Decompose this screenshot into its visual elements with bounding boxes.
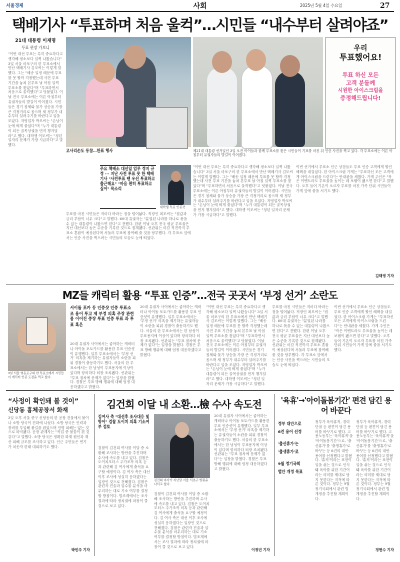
bottom-center-photo (154, 414, 210, 478)
bottom-photo-person (170, 434, 194, 478)
sign-line-5: 시원한 아이스크림을 (337, 88, 384, 94)
top-headline: 택배기사 “투표하며 처음 울컥”…시민들 “내수부터 살려야죠” (11, 17, 389, 34)
bottom-left-subhead: 신당동 흉체공장서 화재 (8, 408, 69, 414)
sidebar-line-1: 정부 대안으로 (278, 421, 302, 426)
middle-headline: MZ들 캐릭터 활용 “투표 인증”…전국 곳곳서 ‘부정 선거’ 소란도 (62, 291, 338, 302)
masthead-rule (6, 11, 394, 12)
person-1 (207, 67, 237, 147)
middle-photo (8, 303, 66, 371)
sidebar-line-6: 법안 개정 목표 (278, 469, 303, 474)
person-2-head (246, 49, 266, 71)
top-photo-main-caption: 제21대 대통령 선거일인 3일 오전 아이들과 함께 투표소를 찾은 시민들이 기표를 마친 뒤 인증 사진을 찍고 있다. 각 투표소에는 이른 아침부터 유권자들의 발길이 이어졌다. (193, 149, 393, 158)
person-3-head (280, 55, 300, 77)
bottom-center-divider-left (94, 394, 95, 556)
middle-body-col3: "이번 대선 투표는 특히 중요하다고 생각해 평소보다 일찍 나왔습니다" 3일 서울 마포구의 한 투표소에서 만난 택배기사 김모씨는 이렇게 말했다. 그는 "배송 일정 때문에 투표를 못 할까 걱정했는데 사전 투표 기간을 놓쳐 본투표 날 아침 일찍 투표소를 찾았다"며 "투표하면서 처음으로 울컥했다"고 덧붙였다. 이날 전국 투표소에는 이른 아침부터 유권자들의 발길이 이어졌다. 시민들은 경기 침체와 물가 상승을 가장 큰 걱정거리로 꼽으며 새 정부가 내수부터 살려주기를 바란다고 입을 모았다. 자영업자 박모씨는 "손님이 눈에 띄게 줄었다"며 "누가 대통령이 되든 골목상권을 먼저 챙겨달라"고 했다. 대학생 이모씨는 "청년 일자리 문제가 가장 시급하다"고 말했다. (206, 305, 268, 386)
masthead-date: 2025년 5월 4일 수요일 (300, 3, 343, 8)
person-2 (241, 65, 273, 149)
top-article-body-col2: "이번 대선 투표는 특히 중요하다고 생각해 평소보다 일찍 나왔습니다" 3일 서울 마포구의 한 투표소에서 만난 택배기사 김모씨는 이렇게 말했다. 그는 "배송 일정 때문에 투표를 못 할까 걱정했는데 사전 투표 기간을 놓쳐 본투표 날 아침 일찍 투표소를 찾았다"며 "투표하면서 처음으로 울컥했다"고 덧붙였다. 이날 전국 투표소에는 이른 아침부터 유권자들의 발길이 이어졌다. 시민들은 경기 침체와 물가 상승을 가장 큰 걱정거리로 꼽으며 새 정부가 내수부터 살려주기를 바란다고 입을 모았다. 자영업자 박모씨는 "손님이 눈에 띄게 줄었다"며 "누가 대통령이 되든 골목상권을 먼저 챙겨달라"고 했다. 대학생 이모씨는 "청년 일자리 문제가 가장 시급하다"고 말했다. (193, 165, 293, 217)
top-photo-main (193, 37, 323, 147)
middle-body-col4: 투표를 마친 시민들은 저마다 바라는 점을 털어놨다. 직장인 최모씨는 "집값과 금리 부담이 너무 크다"고 말했다. 60대 유권자는 "분열된 나라를 하나로 묶을 수 있는 대통령이 나왔으면 한다"고 전했다. 한편 이날 오후 전국 평균 투표율은 지난 대선보다 높은 수준을 기록한 것으로 집계됐다. 선관위는 마감 직전까지 투표소 혼잡이 예상된다며 서둘러 투표에 참여해 줄 것을 당부했다. 각 투표소 앞에서는 인증 사진을 찍으려는 시민들의 모습도 눈에 띄었다. (272, 305, 330, 367)
sign-line-2: 투표했어요! (339, 53, 382, 62)
middle-photo-card (26, 317, 48, 345)
right-column-byline: 김태영 기자 (375, 274, 394, 278)
bottom-right-sidebar (278, 420, 312, 476)
inline-photo-head (171, 171, 181, 182)
sign-line-4: 고객 분들께 (346, 81, 375, 87)
quote-box-text: 주요 책배소 대선일 업무 정지 규정 ··· 지난 사전 투표 못 한 택배기사 "사전투표 땐 우선 투표하고 출근해요" "마음 편히 투표하고 싶어" 목소리 (100, 166, 155, 191)
top-photo-left-caption: 고사리손도 동참…한표 행사 (66, 148, 113, 153)
sign-line-3: 투표 하신 모든 (342, 73, 379, 79)
bottom-top-rule (6, 390, 394, 391)
quote-box (100, 165, 156, 209)
ballot-box (146, 107, 188, 149)
bottom-center-body-col2: 검찰이 김건희 여사를 이달 중 소환해 조사하는 방안을 추진하며 수사에 속도를 내고 있다. 검찰은 도이치모터스 주가조작 의혹 등과 관련해 김 여사에게 출석을 요구할 예정이다. 김 여사 측은 대선 이후 조사에 성실히 응하겠다는 입장인 것으로 전해졌다. 검찰은 관련자 진술과 압수물 분석을 마무리하는 대로 기소 여부를 결정할 방침이다. 법조계에서는 조사 결과에 따라 정치권에 파장이 클 것으로 보고 있다. (154, 492, 210, 549)
middle-sub-box: 서이돌 포카 등 인증샷 인증 투표소 조 용어 투고 제 부정 의혹 주장 관련 몸 이어진 중장 투표 인증 투표 과 투표 혹은 (70, 305, 134, 327)
bottom-center-body-col1: 검찰이 김건희 여사를 이달 중 소환해 조사하는 방안을 추진하며 수사에 속도를 내고 있다. 검찰은 도이치모터스 주가조작 의혹 등과 관련해 김 여사에게 출석을 요구할 예정이다. 김 여사 측은 대선 이후 조사에 성실히 응하겠다는 입장인 것으로 전해졌다. 검찰은 관련자 진술과 압수물 분석을 마무리하는 대로 기소 여부를 결정할 방침이다. 법조계에서는 조사 결과에 따라 정치권에 파장이 클 것으로 보고 있다. (98, 446, 150, 508)
page-number: 27 (380, 1, 390, 10)
person-child-head (93, 61, 115, 83)
top-kicker: 21대 대통령 이재명 (15, 39, 56, 44)
bottom-right-body-col1: 정부가 육아휴직, 경력단절 등 편견이 담긴 용어를 바꾸기로 했다. 고용노동부는 '육아휴직'을 '아이돌봄기간'으로, '출산휴가'를 '출생휴가'로 바꾸는 등 6건의 대안 용어를 선정했다고 밝혔다. '휴직'이라는 표현이 일을 쉬는 것으로 인식돼 육아를 위한 기간이라는 의미를 제대로 담지 못한다는 지적에 따른 것이다. 정부는 9월 정기국회에서 관련 법 개정을 추진할 계획이다. (315, 420, 353, 501)
top-photo-left (66, 37, 191, 147)
bottom-left-headline: “사정이 확인돼 볼 것이” (8, 397, 79, 405)
sidebar-line-3: '출산휴가'는 (278, 441, 299, 446)
right-column-body: 이번 선거에서 투표소 인근 상점들도 투표 인증 고객에게 할인 혜택을 내걸었다. 한 아이스크림 가게는 "투표하신 모든 고객에게 아이스크림을 드린다"는 안내판을 세웠다. 가게 주인은 "작은 이벤트라도 투표율을 높이는 데 보탬이 됐으면 한다"고 말했다. 오후 들어 기온이 오르자 투표를 마친 가족 단위 시민들이 가게 앞에 줄을 서기도 했다. (296, 165, 394, 193)
person-3 (275, 71, 305, 147)
middle-photo-caption: 3일 서울 영등포구의 한 투표소에서 시민들이 캐릭터 인증 도장을 찍고 있다. (8, 371, 64, 379)
sidebar-line-5: 9월 정기국회 (278, 461, 301, 466)
bottom-center-headline: 김건희 이달 내 소환…檢 수사 속도전 (106, 400, 262, 411)
inline-photo-caption: 대학생 투표 인증샷 (160, 205, 186, 209)
middle-body-col1: 20대 유권자 사이에서는 좋아하는 캐릭터나 아이돌 포토카드를 활용한 투표 인증샷이 유행했다. 일부 투표소에서는 '부정 선거' 의혹을 제기하는 유권자들이 소란을 피워 경찰이 출동하기도 했다. 서울의 한 투표소에서는 한 남성이 투표용지에 이상이 있다며 항의하다 퇴장 조치됐다. 선관위는 "투표 절차에 문제가 없다"는 입장을 밝혔다. 경찰은 투표 방해 행위에 대해 엄정 대응하겠다고 밝혔다. (70, 342, 136, 390)
sign-board (325, 37, 396, 149)
sign-line-1: 우리 (353, 44, 368, 52)
middle-body-col2: 20대 유권자 사이에서는 좋아하는 캐릭터나 아이돌 포토카드를 활용한 투표 인증샷이 유행했다. 일부 투표소에서는 '부정 선거' 의혹을 제기하는 유권자들이 소란을 피워 경찰이 출동하기도 했다. 서울의 한 투표소에서는 한 남성이 투표용지에 이상이 있다며 항의하다 퇴장 조치됐다. 선관위는 "투표 절차에 문제가 없다"는 입장을 밝혔다. 경찰은 투표 방해 행위에 대해 엄정 대응하겠다고 밝혔다. (140, 305, 202, 357)
sidebar-line-4: '출생휴가'로 (278, 449, 299, 454)
mid-article-body: 투표를 마친 시민들은 저마다 바라는 점을 털어놨다. 직장인 최모씨는 "집값과 금리 부담이 너무 크다"고 말했다. 60대 유권자는 "분열된 나라를 하나로 묶을 수 있는 대통령이 나왔으면 한다"고 전했다. 한편 이날 오후 전국 평균 투표율은 지난 대선보다 높은 수준을 기록한 것으로 집계됐다. 선관위는 마감 직전까지 투표소 혼잡이 예상된다며 서둘러 투표에 참여해 줄 것을 당부했다. 각 투표소 앞에서는 인증 사진을 찍으려는 시민들의 모습도 눈에 띄었다. (66, 212, 191, 240)
person-1-head (212, 51, 232, 73)
middle-top-rule (6, 284, 394, 285)
inline-photo-person (168, 179, 184, 205)
person-adult-head (124, 45, 146, 69)
inline-photo (160, 165, 191, 205)
bottom-right-headline: '육휴'→'아이돌봄기간' 편견 담긴 용어 바꾼다 (280, 396, 392, 415)
bottom-right-byline: 정현수 기자 (375, 548, 394, 552)
person-child (86, 77, 124, 137)
masthead-section: 사회 (193, 1, 207, 10)
sidebar-line-2: 6건 용어 선정 (278, 429, 302, 434)
bottom-right-divider (274, 394, 275, 556)
middle-body-col5: 이번 선거에서 투표소 인근 상점들도 투표 인증 고객에게 할인 혜택을 내걸었다. 한 아이스크림 가게는 "투표하신 모든 고객에게 아이스크림을 드린다"는 안내판을 세웠다. 가게 주인은 "작은 이벤트라도 투표율을 높이는 데 보탬이 됐으면 한다"고 말했다. 오후 들어 기온이 오르자 투표를 마친 가족 단위 시민들이 가게 앞에 줄을 서기도 했다. (334, 305, 394, 353)
top-article-body: "이번 대선 투표는 특히 중요하다고 생각해 평소보다 일찍 나왔습니다" 3일 서울 마포구의 한 투표소에서 만난 택배기사 김모씨는 이렇게 말했다. 그는 "배송 일정 때문에 투표를 못 할까 걱정했는데 사전 투표 기간을 놓쳐 본투표 날 아침 일찍 투표소를 찾았다"며 "투표하면서 처음으로 울컥했다"고 덧붙였다. 이날 전국 투표소에는 이른 아침부터 유권자들의 발길이 이어졌다. 시민들은 경기 침체와 물가 상승을 가장 큰 걱정거리로 꼽으며 새 정부가 내수부터 살려주기를 바란다고 입을 모았다. 자영업자 박모씨는 "손님이 눈에 띄게 줄었다"며 "누가 대통령이 되든 골목상권을 먼저 챙겨달라"고 했다. 대학생 이모씨는 "청년 일자리 문제가 가장 시급하다"고 말했다. (8, 52, 63, 148)
masthead-paper-name: 서울경제 (6, 4, 24, 9)
sign-line-6: 증정해드립니다! (340, 96, 381, 102)
bottom-left-byline: 박민주 기자 (71, 548, 90, 552)
bottom-left-body: 3일 오후 서울 중구 신당동의 한 공장 건물에서 불이 나 소방 당국이 진화에 나섰다. 소방 당국은 인력과 장비를 투입해 불길을 잡았으며 인명 피해는 없는 것으로 파악됐다. 공장 관계자는 "작업 중 불꽃이 튄 것 같다"고 말했다. 소방 당국은 정확한 화재 원인과 재산 피해 규모를 조사하고 있다. 인근 주민들은 연기가 치솟자 한때 대피하기도 했다. (8, 416, 90, 449)
bottom-center-photo-caption: 김건희 여사가 지난달 서울 서초구 법원을 나서고 있다. (154, 478, 209, 486)
bottom-center-byline: 이정민 기자 (251, 548, 270, 552)
bottom-photo-head (175, 422, 189, 438)
top-subkicker: 투표 현장 가보니 (21, 45, 50, 50)
bottom-center-body-col3: 20대 유권자 사이에서는 좋아하는 캐릭터나 아이돌 포토카드를 활용한 투표 인증샷이 유행했다. 일부 투표소에서는 '부정 선거' 의혹을 제기하는 유권자들이 소란을 피워 경찰이 출동하기도 했다. 서울의 한 투표소에서는 한 남성이 투표용지에 이상이 있다며 항의하다 퇴장 조치됐다. 선관위는 "투표 절차에 문제가 없다"는 입장을 밝혔다. 경찰은 투표 방해 행위에 대해 엄정 대응하겠다고 밝혔다. (214, 414, 270, 471)
bottom-right-body-col2: 정부가 육아휴직, 경력단절 등 편견이 담긴 용어를 바꾸기로 했다. 고용노동부는 '육아휴직'을 '아이돌봄기간'으로, '출산휴가'를 '출생휴가'로 바꾸는 등 6건의 대안 용어를 선정했다고 밝혔다. '휴직'이라는 표현이 일을 쉬는 것으로 인식돼 육아를 위한 기간이라는 의미를 제대로 담지 못한다는 지적에 따른 것이다. 정부는 9월 정기국회에서 관련 법 개정을 추진할 계획이다. (356, 420, 394, 501)
bottom-center-subhead: 김여사 측 "대선후 조사대응 및 방어" 검찰 도이치 의혹 기소여부 검토 (98, 414, 150, 429)
